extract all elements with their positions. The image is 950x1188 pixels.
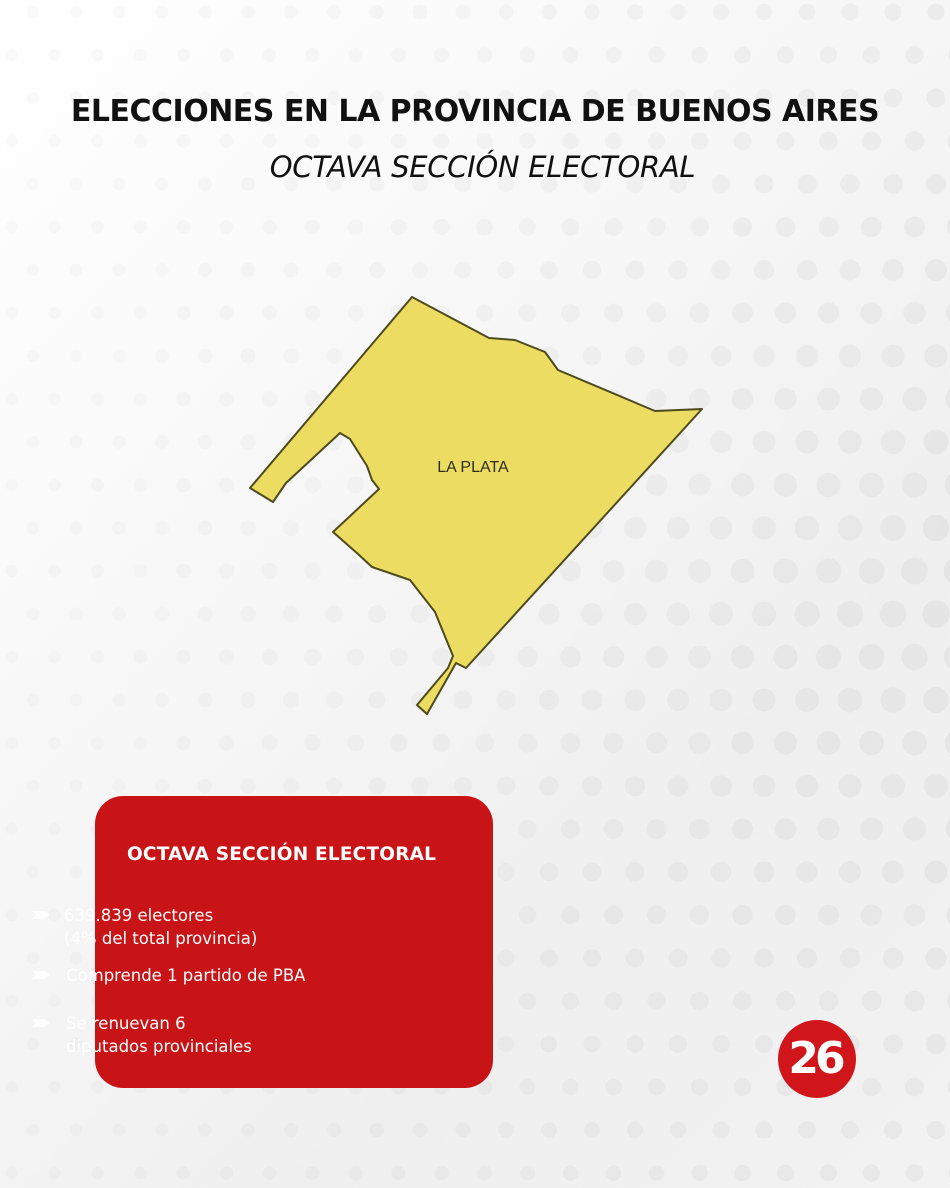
- la-plata-region: [250, 297, 702, 714]
- arrow-right-icon: [32, 910, 50, 920]
- arrow-right-icon: [32, 970, 50, 980]
- info-item-line: (4% del total provincia): [64, 929, 258, 948]
- info-item-line: diputados provinciales: [66, 1037, 252, 1056]
- brand-logo: 26: [778, 1020, 856, 1098]
- info-item-line: 639.839 electores: [64, 906, 214, 925]
- page-title: ELECCIONES EN LA PROVINCIA DE BUENOS AIRES: [70, 94, 880, 129]
- region-label: LA PLATA: [437, 459, 509, 476]
- page-subtitle: OCTAVA SECCIÓN ELECTORAL: [269, 150, 696, 184]
- info-item-line: Comprende 1 partido de PBA: [66, 966, 306, 985]
- info-card-title: OCTAVA SECCIÓN ELECTORAL: [127, 844, 437, 865]
- arrow-right-icon: [32, 1018, 50, 1028]
- info-item-line: Se renuevan 6: [66, 1014, 186, 1033]
